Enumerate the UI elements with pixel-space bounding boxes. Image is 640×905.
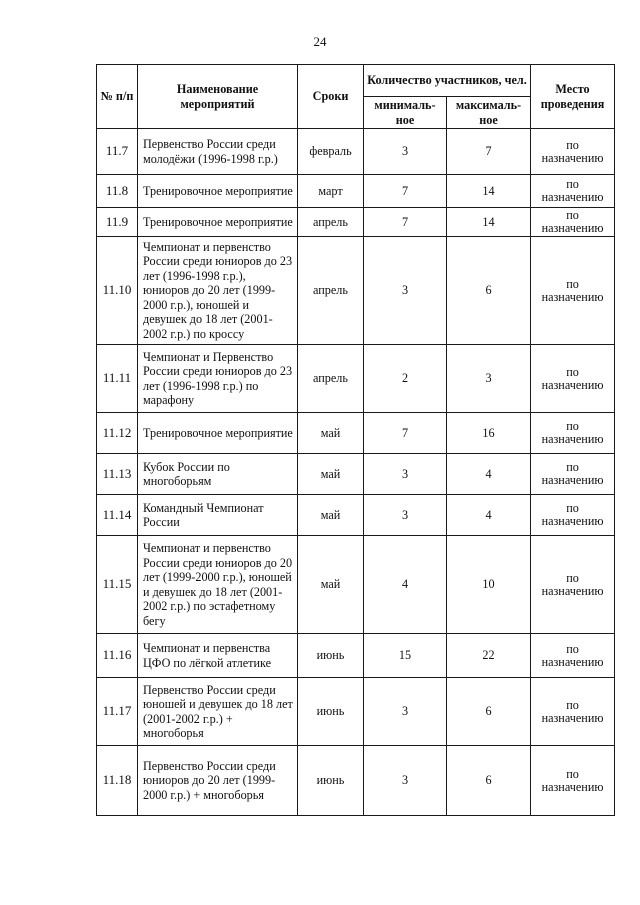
- row-dates: апрель: [298, 237, 364, 345]
- row-place: по назначению: [531, 237, 615, 345]
- row-min-participants: 3: [364, 746, 447, 816]
- row-num: 11.8: [97, 175, 138, 208]
- header-num: № п/п: [97, 65, 138, 129]
- row-min-participants: 7: [364, 175, 447, 208]
- header-participants: Количество участников, чел.: [364, 65, 531, 97]
- header-place: Место проведения: [531, 65, 615, 129]
- row-event-name: Тренировочное мероприятие: [138, 175, 298, 208]
- row-dates: апрель: [298, 208, 364, 237]
- row-event-name: Чемпионат и Первенство России среди юниоров до 23 лет (1996-1998 г.р.) по марафону: [138, 345, 298, 413]
- row-min-participants: 3: [364, 495, 447, 536]
- row-min-participants: 3: [364, 237, 447, 345]
- table-header: [97, 65, 615, 129]
- row-max-participants: 14: [447, 208, 531, 237]
- row-place: по назначению: [531, 208, 615, 237]
- row-dates: июнь: [298, 678, 364, 746]
- row-event-name: Первенство России среди молодёжи (1996-1998 г.р.): [138, 129, 298, 175]
- row-place: по назначению: [531, 454, 615, 495]
- row-num: 11.18: [97, 746, 138, 816]
- row-dates: март: [298, 175, 364, 208]
- row-min-participants: 7: [364, 208, 447, 237]
- table-body: [97, 129, 615, 816]
- row-max-participants: 4: [447, 454, 531, 495]
- row-min-participants: 7: [364, 413, 447, 454]
- row-dates: май: [298, 495, 364, 536]
- row-dates: апрель: [298, 345, 364, 413]
- row-place: по назначению: [531, 495, 615, 536]
- table-row: [97, 678, 615, 746]
- row-dates: июнь: [298, 746, 364, 816]
- row-dates: май: [298, 413, 364, 454]
- table-row: [97, 454, 615, 495]
- row-min-participants: 4: [364, 536, 447, 634]
- row-min-participants: 2: [364, 345, 447, 413]
- row-num: 11.13: [97, 454, 138, 495]
- row-num: 11.7: [97, 129, 138, 175]
- row-place: по назначению: [531, 746, 615, 816]
- row-num: 11.15: [97, 536, 138, 634]
- row-place: по назначению: [531, 129, 615, 175]
- page-number: 24: [313, 34, 327, 49]
- row-num: 11.10: [97, 237, 138, 345]
- row-num: 11.17: [97, 678, 138, 746]
- row-max-participants: 6: [447, 746, 531, 816]
- row-place: по назначению: [531, 413, 615, 454]
- row-max-participants: 6: [447, 678, 531, 746]
- table-row: [97, 746, 615, 816]
- row-event-name: Первенство России среди юниоров до 20 лет (1999-2000 г.р.) + многоборья: [138, 746, 298, 816]
- row-num: 11.11: [97, 345, 138, 413]
- table-row: [97, 129, 615, 175]
- header-max: максималь-ное: [447, 97, 531, 129]
- row-max-participants: 4: [447, 495, 531, 536]
- row-place: по назначению: [531, 345, 615, 413]
- table-row: [97, 237, 615, 345]
- row-num: 11.14: [97, 495, 138, 536]
- row-event-name: Тренировочное мероприятие: [138, 413, 298, 454]
- row-num: 11.12: [97, 413, 138, 454]
- row-max-participants: 16: [447, 413, 531, 454]
- row-dates: февраль: [298, 129, 364, 175]
- row-dates: июнь: [298, 634, 364, 678]
- row-dates: май: [298, 536, 364, 634]
- row-place: по назначению: [531, 678, 615, 746]
- row-max-participants: 7: [447, 129, 531, 175]
- row-event-name: Чемпионат и первенство России среди юниоров до 23 лет (1996-1998 г.р.), юниоров до 20 лет (1999-2000 г.р.), юношей и девушек до 18 лет (2001-2002 г.р.) по кроссу: [138, 237, 298, 345]
- row-event-name: Командный Чемпионат России: [138, 495, 298, 536]
- table-row: [97, 413, 615, 454]
- table-row: [97, 345, 615, 413]
- table-row: [97, 634, 615, 678]
- row-max-participants: 6: [447, 237, 531, 345]
- row-event-name: Чемпионат и первенства ЦФО по лёгкой атлетике: [138, 634, 298, 678]
- table-row: [97, 208, 615, 237]
- row-dates: май: [298, 454, 364, 495]
- row-event-name: Кубок России по многоборьям: [138, 454, 298, 495]
- row-event-name: Первенство России среди юношей и девушек до 18 лет (2001-2002 г.р.) + многоборья: [138, 678, 298, 746]
- row-min-participants: 3: [364, 678, 447, 746]
- row-num: 11.9: [97, 208, 138, 237]
- events-table: [96, 64, 615, 816]
- header-min: минималь-ное: [364, 97, 447, 129]
- row-max-participants: 14: [447, 175, 531, 208]
- row-place: по назначению: [531, 634, 615, 678]
- table-row: [97, 175, 615, 208]
- table-row: [97, 536, 615, 634]
- row-max-participants: 10: [447, 536, 531, 634]
- row-event-name: Чемпионат и первенство России среди юниоров до 20 лет (1999-2000 г.р.), юношей и девушек до 18 лет (2001-2002 г.р.) по эстафетному бегу: [138, 536, 298, 634]
- row-min-participants: 3: [364, 129, 447, 175]
- header-name: Наименование мероприятий: [138, 65, 298, 129]
- header-dates: Сроки: [298, 65, 364, 129]
- row-min-participants: 15: [364, 634, 447, 678]
- table-row: [97, 495, 615, 536]
- row-max-participants: 3: [447, 345, 531, 413]
- row-place: по назначению: [531, 175, 615, 208]
- row-max-participants: 22: [447, 634, 531, 678]
- row-event-name: Тренировочное мероприятие: [138, 208, 298, 237]
- row-place: по назначению: [531, 536, 615, 634]
- row-num: 11.16: [97, 634, 138, 678]
- row-min-participants: 3: [364, 454, 447, 495]
